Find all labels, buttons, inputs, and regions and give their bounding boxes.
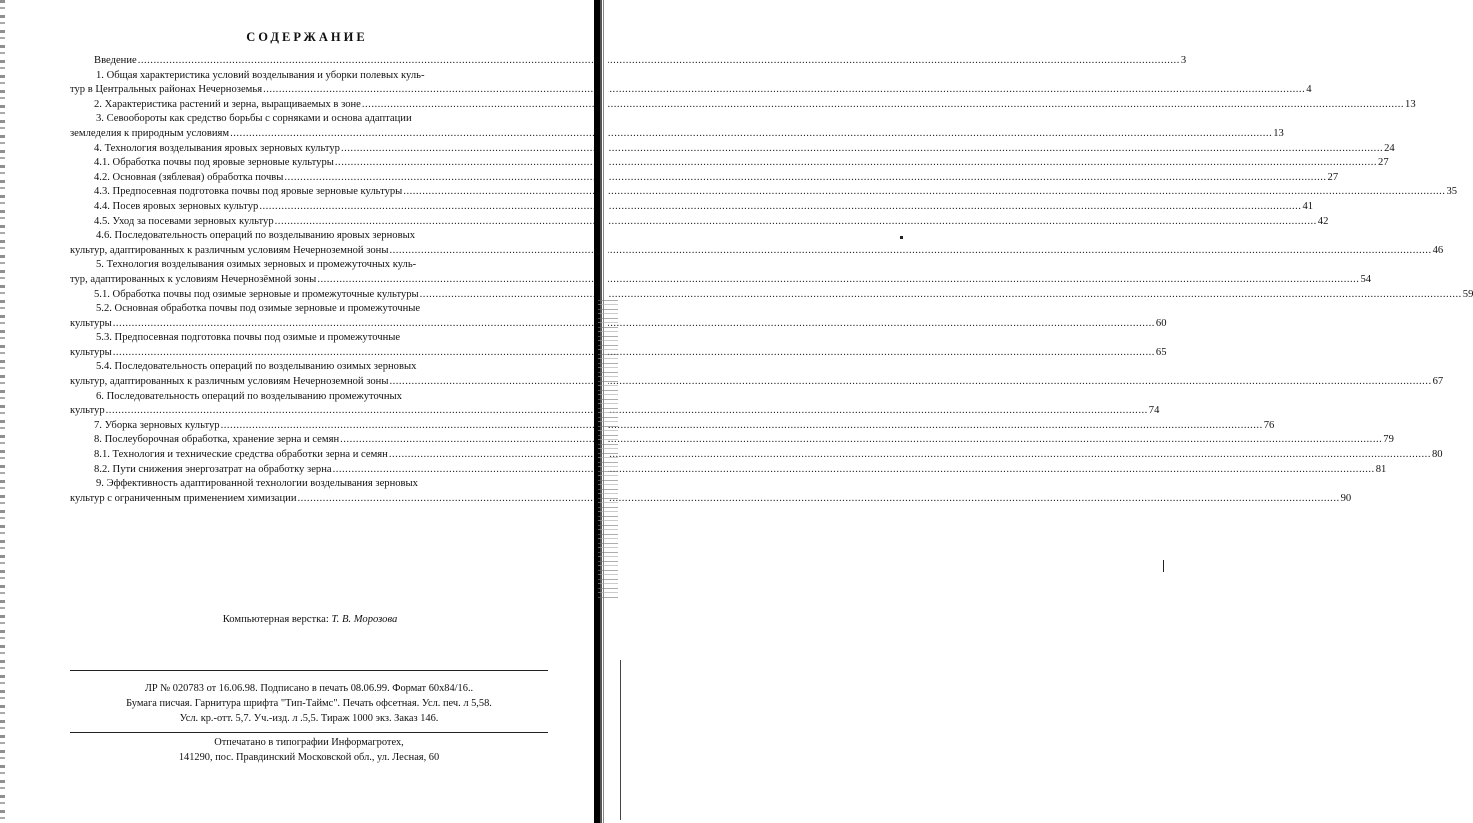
printer-block xyxy=(70,735,548,765)
toc-entry xyxy=(70,69,1312,98)
toc-entry xyxy=(70,54,1187,69)
toc-entry-text: культур, адаптированных к различным условиям Нечерноземной зоны xyxy=(70,376,389,388)
toc-entry xyxy=(70,142,1395,157)
toc-page-number: 46 xyxy=(1432,244,1444,256)
imprint-line: Усл. кр.-отт. 5,7. Уч.-изд. л .5,5. Тираж 1000 экз. Заказ 146. xyxy=(179,713,439,724)
layout-credit-label: Компьютерная верстка: xyxy=(222,614,329,625)
toc-entry-text: 2. Характеристика растений и зерна, выращиваемых в зоне xyxy=(94,98,361,110)
toc-entry xyxy=(70,171,1339,186)
imprint-rule-bottom xyxy=(70,732,548,733)
scan-edge-left xyxy=(0,0,5,823)
toc-page-number: 13 xyxy=(1405,98,1416,110)
toc-entry xyxy=(70,156,1389,171)
toc-entry-text: культуры xyxy=(70,346,112,358)
toc-page-number: 27 xyxy=(1327,171,1339,183)
toc-page-number: 42 xyxy=(1317,215,1329,227)
toc-entry-text: 6. Последовательность операций по возделыванию промежуточных xyxy=(96,390,402,402)
toc-entry-text: 8. Послеуборочная обработка, хранение зерна и семян xyxy=(94,434,340,446)
toc-page-number: 80 xyxy=(1431,449,1443,461)
toc-entry-text: 4.3. Предпосевная подготовка почвы под яровые зерновые культуры xyxy=(94,186,403,198)
toc-entry xyxy=(70,390,1160,419)
toc-entry xyxy=(70,200,1314,215)
toc-entry-text: 5.4. Последовательность операций по возделыванию озимых зерновых xyxy=(96,361,417,373)
toc-page-number: 67 xyxy=(1432,376,1444,388)
toc-page-number: 59 xyxy=(1462,288,1473,300)
toc-entry xyxy=(70,215,1329,230)
toc-page-number: 35 xyxy=(1446,186,1458,198)
table-of-contents xyxy=(70,54,1473,506)
layout-credit xyxy=(160,614,460,625)
toc-entry-text: 9. Эффективность адаптированной технологии возделывания зерновых xyxy=(96,478,418,490)
toc-entry xyxy=(70,112,1284,141)
scan-speck xyxy=(900,236,903,239)
toc-entry-text: 8.2. Пути снижения энергозатрат на обработку зерна xyxy=(94,463,332,475)
imprint-line: ЛР № 020783 от 16.06.98. Подписано в печать 08.06.99. Формат 60х84/16.. xyxy=(144,683,474,694)
toc-page-number: 27 xyxy=(1378,157,1389,169)
toc-page-number: 76 xyxy=(1263,419,1275,431)
toc-entry xyxy=(70,302,1167,331)
toc-page-number: 90 xyxy=(1340,492,1352,504)
imprint-line: Бумага писчая. Гарнитура шрифта "Тип-Таймс". Печать офсетная. Усл. печ. л 5,58. xyxy=(126,698,492,709)
scan-mark xyxy=(620,660,621,820)
toc-entry xyxy=(70,185,1458,200)
toc-entry xyxy=(70,331,1167,360)
scan-mark xyxy=(1163,560,1164,572)
toc-page-number: 41 xyxy=(1302,200,1314,212)
toc-page-number: 81 xyxy=(1375,463,1387,475)
toc-page-number: 65 xyxy=(1155,346,1167,358)
toc-entry-text: 8.1. Технология и технические средства обработки зерна и семян xyxy=(94,449,388,461)
toc-entry-text: тур в Центральных районах Нечерноземья xyxy=(70,84,263,96)
imprint-rule-top xyxy=(70,670,548,671)
toc-entry-text: культуры xyxy=(70,317,112,329)
toc-entry-text: культур, адаптированных к различным условиям Нечерноземной зоны xyxy=(70,244,389,256)
toc-entry xyxy=(70,98,1416,113)
printer-line: 141290, пос. Правдинский Московской обл., ул. Лесная, 60 xyxy=(178,752,440,763)
toc-entry-text: 5.2. Основная обработка почвы под озимые зерновые и промежуточные xyxy=(96,303,421,315)
printer-line: Отпечатано в типографии Информагротех, xyxy=(214,737,404,748)
layout-credit-name: Т. В. Морозова xyxy=(331,614,398,625)
toc-entry-text: 4.2. Основная (зяблевая) обработка почвы xyxy=(94,171,284,183)
toc-page-number: 54 xyxy=(1360,273,1372,285)
toc-entry xyxy=(70,463,1387,478)
toc-entry xyxy=(70,477,1352,506)
toc-page-number: 79 xyxy=(1383,434,1394,446)
toc-entry xyxy=(70,433,1394,448)
toc-page-number: 13 xyxy=(1273,127,1284,139)
toc-entry-text: 4.4. Посев яровых зерновых культур xyxy=(94,200,259,212)
toc-page-number: 3 xyxy=(1180,55,1187,66)
toc-entry-text: 4.6. Последовательность операций по возделыванию яровых зерновых xyxy=(96,230,415,242)
toc-entry-text: 4.1. Обработка почвы под яровые зерновые культуры xyxy=(94,157,334,169)
toc-entry xyxy=(70,288,1473,303)
toc-entry xyxy=(70,448,1443,463)
toc-entry-text: 5. Технология возделывания озимых зерновых и промежуточных куль- xyxy=(96,259,417,271)
toc-entry-text: культур xyxy=(70,405,105,417)
toc-entry-text: 1. Общая характеристика условий возделывания и уборки полевых куль- xyxy=(96,69,425,81)
toc-entry-text: 4. Технология возделывания яровых зерновых культур xyxy=(94,142,340,154)
toc-page-number: 4 xyxy=(1306,84,1312,96)
imprint-block xyxy=(70,681,548,726)
toc-entry-text: земледелия к природным условиям xyxy=(70,127,230,139)
toc-entry-text: 5.1. Обработка почвы под озимые зерновые и промежуточные культуры xyxy=(94,288,419,300)
toc-entry-text: тур, адаптированных к условиям Нечернозёмной зоны xyxy=(70,273,317,285)
toc-entry-text: 7. Уборка зерновых культур xyxy=(94,419,220,431)
toc-entry-text: Введение xyxy=(94,55,137,66)
toc-entry-text: 5.3. Предпосевная подготовка почвы под озимые и промежуточные xyxy=(96,332,401,344)
toc-entry xyxy=(70,229,1444,258)
toc-entry-text: 3. Севообороты как средство борьбы с сорняками и основа адаптации xyxy=(96,113,412,125)
toc-entry-text: 4.5. Уход за посевами зерновых культур xyxy=(94,215,274,227)
toc-entry xyxy=(70,258,1372,287)
toc-entry xyxy=(70,360,1444,389)
toc-page-number: 60 xyxy=(1155,317,1167,329)
toc-page-number: 74 xyxy=(1148,405,1160,417)
right-page-blank xyxy=(600,0,1200,823)
toc-entry-text: культур с ограниченным применением химизации xyxy=(70,492,297,504)
toc-page-number: 24 xyxy=(1384,142,1395,154)
toc-title: СОДЕРЖАНИЕ xyxy=(246,30,368,44)
toc-entry xyxy=(70,419,1275,434)
